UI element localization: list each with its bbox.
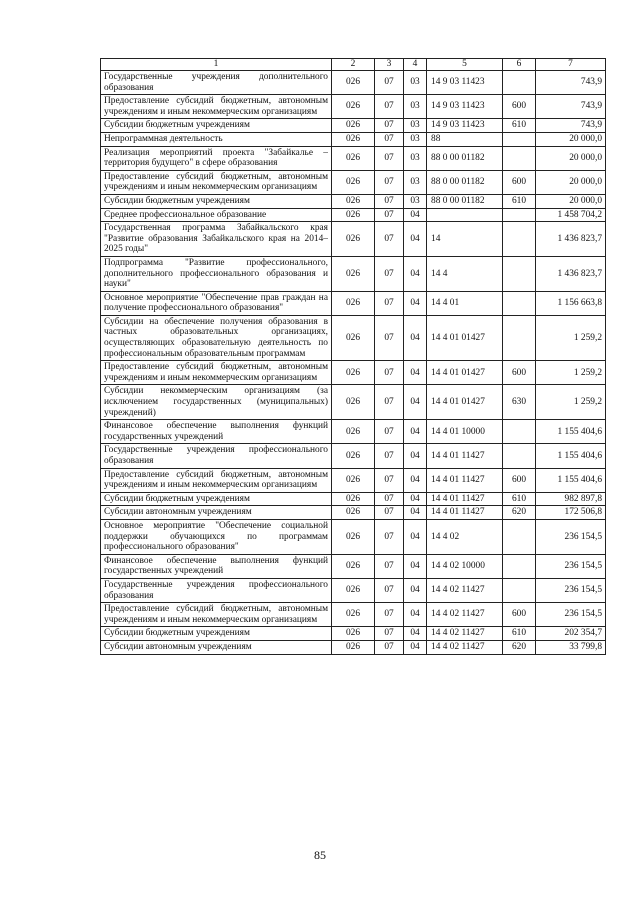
cell-admin-code: 026	[332, 385, 375, 420]
cell-name: Субсидии бюджетным учреждениям	[101, 194, 332, 208]
cell-admin-code: 026	[332, 468, 375, 492]
cell-admin-code: 026	[332, 444, 375, 468]
cell-name: Предоставление субсидий бюджетным, автономным учреждениям и иным некоммерческим организациям	[101, 95, 332, 119]
cell-target-article: 88	[427, 132, 503, 146]
table-row	[101, 132, 606, 146]
cell-admin-code: 026	[332, 361, 375, 385]
cell-section: 07	[375, 444, 404, 468]
table-row	[101, 146, 606, 170]
cell-name: Субсидии автономным учреждениям	[101, 640, 332, 654]
cell-amount: 20 000,0	[536, 194, 606, 208]
cell-subsection: 04	[404, 222, 427, 257]
cell-section: 07	[375, 194, 404, 208]
cell-subsection: 04	[404, 640, 427, 654]
cell-target-article: 14 4 01 11427	[427, 492, 503, 506]
cell-section: 07	[375, 146, 404, 170]
table-row	[101, 519, 606, 554]
cell-admin-code: 026	[332, 420, 375, 444]
cell-name: Основное мероприятие "Обеспечение прав граждан на получение профессионального образования"	[101, 291, 332, 315]
cell-amount: 1 155 404,6	[536, 420, 606, 444]
cell-amount: 1 458 704,2	[536, 208, 606, 222]
cell-name: Государственная программа Забайкальского края "Развитие образования Забайкальского края на 2014–2025 годы"	[101, 222, 332, 257]
cell-subsection: 03	[404, 146, 427, 170]
cell-admin-code: 026	[332, 132, 375, 146]
cell-admin-code: 026	[332, 146, 375, 170]
cell-expense-type	[503, 146, 536, 170]
cell-admin-code: 026	[332, 194, 375, 208]
cell-name: Субсидии бюджетным учреждениям	[101, 492, 332, 506]
table-row	[101, 170, 606, 194]
cell-expense-type: 600	[503, 603, 536, 627]
cell-amount: 236 154,5	[536, 603, 606, 627]
cell-expense-type: 600	[503, 170, 536, 194]
cell-section: 07	[375, 627, 404, 641]
cell-admin-code: 026	[332, 640, 375, 654]
header-col-6: 6	[503, 59, 536, 71]
header-col-4: 4	[404, 59, 427, 71]
cell-target-article: 14 4 01	[427, 291, 503, 315]
cell-expense-type: 600	[503, 95, 536, 119]
cell-section: 07	[375, 519, 404, 554]
cell-target-article: 14 4 02 11427	[427, 640, 503, 654]
cell-section: 07	[375, 208, 404, 222]
cell-expense-type: 610	[503, 492, 536, 506]
cell-subsection: 04	[404, 256, 427, 291]
cell-amount: 1 156 663,8	[536, 291, 606, 315]
cell-target-article: 14 4 01 11427	[427, 468, 503, 492]
cell-name: Субсидии автономным учреждениям	[101, 506, 332, 520]
cell-name: Субсидии некоммерческим организациям (за исключением государственных (муниципальных) учреждений)	[101, 385, 332, 420]
cell-expense-type	[503, 420, 536, 444]
table-row	[101, 71, 606, 95]
cell-name: Предоставление субсидий бюджетным, автономным учреждениям и иным некоммерческим организациям	[101, 170, 332, 194]
cell-amount: 982 897,8	[536, 492, 606, 506]
cell-expense-type: 600	[503, 361, 536, 385]
cell-name: Основное мероприятие "Обеспечение социальной поддержки обучающихся по программам профессионального образования"	[101, 519, 332, 554]
cell-expense-type	[503, 444, 536, 468]
cell-admin-code: 026	[332, 291, 375, 315]
cell-target-article: 14 4 02 11427	[427, 627, 503, 641]
cell-subsection: 04	[404, 627, 427, 641]
cell-amount: 743,9	[536, 119, 606, 133]
cell-name: Государственные учреждения профессионального образования	[101, 578, 332, 602]
cell-name: Предоставление субсидий бюджетным, автономным учреждениям и иным некоммерческим организациям	[101, 361, 332, 385]
cell-expense-type	[503, 256, 536, 291]
cell-target-article: 14 4 01 01427	[427, 315, 503, 360]
cell-expense-type: 600	[503, 468, 536, 492]
cell-name: Субсидии на обеспечение получения образования в частных образовательных организациях, осуществляющих образовательную деятельность по профессиональным образовательным программам	[101, 315, 332, 360]
budget-table	[100, 58, 606, 655]
cell-admin-code: 026	[332, 578, 375, 602]
header-col-5: 5	[427, 59, 503, 71]
table-row	[101, 468, 606, 492]
table-body	[101, 71, 606, 655]
cell-amount: 1 436 823,7	[536, 222, 606, 257]
header-col-1: 1	[101, 59, 332, 71]
table-row	[101, 444, 606, 468]
cell-admin-code: 026	[332, 222, 375, 257]
cell-subsection: 04	[404, 361, 427, 385]
cell-name: Среднее профессиональное образование	[101, 208, 332, 222]
cell-amount: 743,9	[536, 95, 606, 119]
cell-name: Финансовое обеспечение выполнения функций государственных учреждений	[101, 554, 332, 578]
table-row	[101, 554, 606, 578]
cell-section: 07	[375, 554, 404, 578]
table-row	[101, 506, 606, 520]
cell-name: Финансовое обеспечение выполнения функций государственных учреждений	[101, 420, 332, 444]
cell-name: Предоставление субсидий бюджетным, автономным учреждениям и иным некоммерческим организациям	[101, 468, 332, 492]
cell-subsection: 04	[404, 315, 427, 360]
cell-expense-type: 610	[503, 194, 536, 208]
table-row	[101, 119, 606, 133]
cell-expense-type	[503, 222, 536, 257]
cell-target-article: 14 4 02 10000	[427, 554, 503, 578]
cell-subsection: 03	[404, 132, 427, 146]
cell-admin-code: 026	[332, 315, 375, 360]
cell-target-article: 88 0 00 01182	[427, 194, 503, 208]
cell-name: Предоставление субсидий бюджетным, автономным учреждениям и иным некоммерческим организациям	[101, 603, 332, 627]
cell-name: Подпрограмма "Развитие профессионального, дополнительного профессионального образования и науки"	[101, 256, 332, 291]
cell-target-article: 14 4 01 01427	[427, 385, 503, 420]
cell-section: 07	[375, 132, 404, 146]
cell-expense-type: 620	[503, 506, 536, 520]
cell-subsection: 03	[404, 71, 427, 95]
cell-section: 07	[375, 385, 404, 420]
cell-subsection: 04	[404, 492, 427, 506]
cell-name: Реализация мероприятий проекта "Забайкалье – территория будущего" в сфере образования	[101, 146, 332, 170]
cell-admin-code: 026	[332, 256, 375, 291]
cell-section: 07	[375, 71, 404, 95]
cell-subsection: 04	[404, 208, 427, 222]
cell-section: 07	[375, 119, 404, 133]
cell-section: 07	[375, 256, 404, 291]
cell-subsection: 04	[404, 385, 427, 420]
cell-amount: 236 154,5	[536, 519, 606, 554]
cell-admin-code: 026	[332, 627, 375, 641]
table-row	[101, 640, 606, 654]
cell-subsection: 03	[404, 170, 427, 194]
cell-target-article: 88 0 00 01182	[427, 170, 503, 194]
cell-subsection: 04	[404, 444, 427, 468]
cell-target-article: 14 4 01 10000	[427, 420, 503, 444]
cell-target-article	[427, 208, 503, 222]
cell-target-article: 14 9 03 11423	[427, 119, 503, 133]
cell-amount: 236 154,5	[536, 578, 606, 602]
cell-target-article: 14 4 01 11427	[427, 444, 503, 468]
table-row	[101, 222, 606, 257]
cell-target-article: 14 4 01 01427	[427, 361, 503, 385]
cell-expense-type: 630	[503, 385, 536, 420]
table-row	[101, 361, 606, 385]
table-row	[101, 194, 606, 208]
table-row	[101, 492, 606, 506]
table-row	[101, 578, 606, 602]
cell-admin-code: 026	[332, 554, 375, 578]
cell-expense-type	[503, 578, 536, 602]
cell-expense-type	[503, 208, 536, 222]
cell-amount: 1 155 404,6	[536, 444, 606, 468]
cell-name: Непрограммная деятельность	[101, 132, 332, 146]
cell-amount: 1 436 823,7	[536, 256, 606, 291]
cell-expense-type: 610	[503, 119, 536, 133]
cell-expense-type: 610	[503, 627, 536, 641]
cell-expense-type	[503, 291, 536, 315]
cell-amount: 236 154,5	[536, 554, 606, 578]
cell-target-article: 14 9 03 11423	[427, 95, 503, 119]
cell-amount: 20 000,0	[536, 170, 606, 194]
cell-expense-type	[503, 315, 536, 360]
cell-admin-code: 026	[332, 492, 375, 506]
cell-admin-code: 026	[332, 71, 375, 95]
cell-amount: 202 354,7	[536, 627, 606, 641]
cell-expense-type	[503, 554, 536, 578]
budget-table-container	[100, 58, 605, 655]
header-row	[101, 59, 606, 71]
table-row	[101, 385, 606, 420]
cell-expense-type	[503, 519, 536, 554]
cell-amount: 1 155 404,6	[536, 468, 606, 492]
cell-section: 07	[375, 222, 404, 257]
cell-subsection: 03	[404, 194, 427, 208]
cell-target-article: 14	[427, 222, 503, 257]
cell-section: 07	[375, 640, 404, 654]
cell-section: 07	[375, 468, 404, 492]
cell-amount: 20 000,0	[536, 132, 606, 146]
cell-amount: 1 259,2	[536, 385, 606, 420]
cell-subsection: 04	[404, 519, 427, 554]
table-row	[101, 627, 606, 641]
cell-subsection: 04	[404, 603, 427, 627]
cell-section: 07	[375, 315, 404, 360]
cell-amount: 33 799,8	[536, 640, 606, 654]
cell-subsection: 04	[404, 506, 427, 520]
cell-subsection: 03	[404, 95, 427, 119]
cell-admin-code: 026	[332, 506, 375, 520]
cell-expense-type	[503, 132, 536, 146]
cell-section: 07	[375, 603, 404, 627]
cell-target-article: 14 4 02 11427	[427, 578, 503, 602]
table-row	[101, 291, 606, 315]
cell-admin-code: 026	[332, 208, 375, 222]
cell-amount: 743,9	[536, 71, 606, 95]
cell-admin-code: 026	[332, 519, 375, 554]
cell-admin-code: 026	[332, 603, 375, 627]
cell-section: 07	[375, 492, 404, 506]
cell-target-article: 14 9 03 11423	[427, 71, 503, 95]
cell-section: 07	[375, 506, 404, 520]
table-row	[101, 256, 606, 291]
cell-subsection: 03	[404, 119, 427, 133]
cell-target-article: 14 4	[427, 256, 503, 291]
cell-section: 07	[375, 291, 404, 315]
header-col-3: 3	[375, 59, 404, 71]
cell-target-article: 14 4 01 11427	[427, 506, 503, 520]
cell-name: Субсидии бюджетным учреждениям	[101, 627, 332, 641]
cell-name: Государственные учреждения профессионального образования	[101, 444, 332, 468]
table-row	[101, 420, 606, 444]
cell-expense-type	[503, 71, 536, 95]
page-number: 85	[314, 848, 326, 862]
cell-name: Субсидии бюджетным учреждениям	[101, 119, 332, 133]
cell-subsection: 04	[404, 554, 427, 578]
cell-section: 07	[375, 420, 404, 444]
cell-admin-code: 026	[332, 170, 375, 194]
cell-amount: 1 259,2	[536, 361, 606, 385]
cell-amount: 172 506,8	[536, 506, 606, 520]
cell-admin-code: 026	[332, 119, 375, 133]
cell-subsection: 04	[404, 291, 427, 315]
cell-section: 07	[375, 95, 404, 119]
cell-subsection: 04	[404, 468, 427, 492]
cell-target-article: 14 4 02	[427, 519, 503, 554]
header-col-2: 2	[332, 59, 375, 71]
header-col-7: 7	[536, 59, 606, 71]
cell-target-article: 14 4 02 11427	[427, 603, 503, 627]
cell-amount: 20 000,0	[536, 146, 606, 170]
cell-target-article: 88 0 00 01182	[427, 146, 503, 170]
cell-section: 07	[375, 170, 404, 194]
cell-name: Государственные учреждения дополнительного образования	[101, 71, 332, 95]
cell-section: 07	[375, 578, 404, 602]
table-row	[101, 315, 606, 360]
cell-expense-type: 620	[503, 640, 536, 654]
cell-section: 07	[375, 361, 404, 385]
table-row	[101, 603, 606, 627]
table-row	[101, 95, 606, 119]
cell-subsection: 04	[404, 578, 427, 602]
cell-admin-code: 026	[332, 95, 375, 119]
cell-subsection: 04	[404, 420, 427, 444]
cell-amount: 1 259,2	[536, 315, 606, 360]
table-row	[101, 208, 606, 222]
